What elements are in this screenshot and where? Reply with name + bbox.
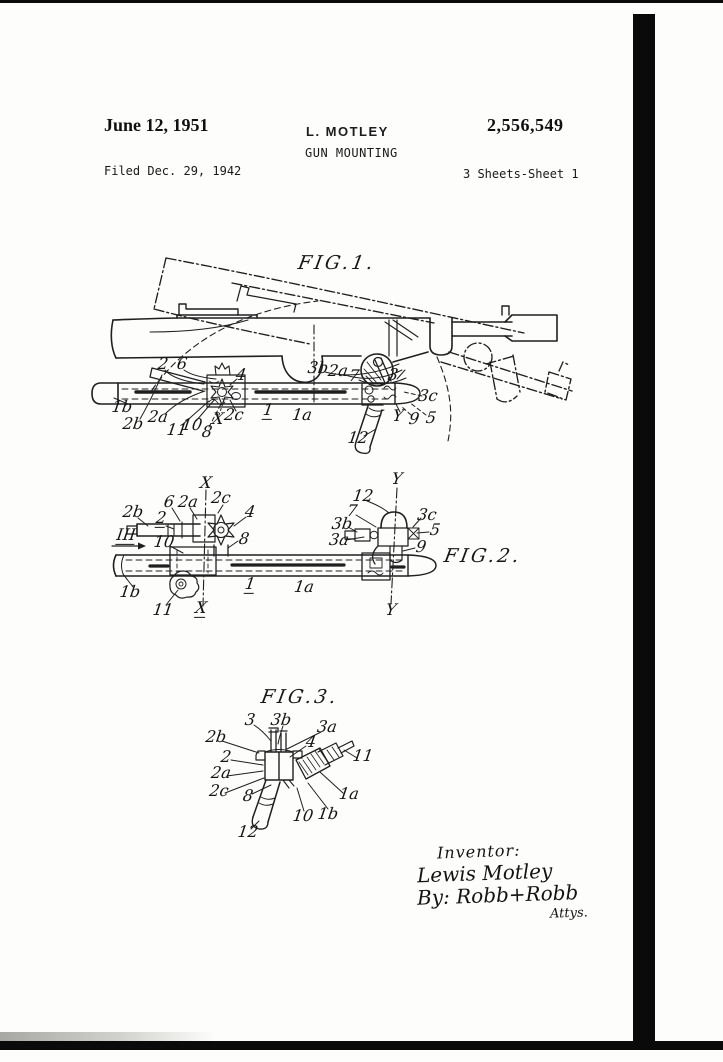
ref-label-fig1-3c: 3c — [417, 386, 439, 406]
ref-label-fig2-12: 12 — [351, 486, 375, 506]
ref-label-fig1-3b: 3b — [306, 358, 330, 378]
ref-label-fig2-2: 2 — [154, 507, 168, 527]
ref-label-fig1-9: 9 — [407, 409, 421, 429]
ref-label-fig1-12: 12 — [346, 428, 370, 448]
scan-edge-top — [0, 0, 723, 3]
ref-label-fig2-5: 5 — [428, 520, 442, 540]
ref-label-fig1-5: 5 — [424, 408, 438, 428]
ref-label-fig2-X: X — [199, 473, 214, 493]
inventor-role-label: Inventor: — [436, 840, 521, 863]
ref-label-fig2-III: III — [115, 524, 138, 544]
ref-label-fig2-2c: 2c — [210, 488, 232, 508]
ref-label-fig2-7: 7 — [345, 501, 359, 521]
attorney-suffix-label: Attys. — [549, 905, 589, 922]
ref-label-fig1-2c: 2c — [223, 405, 245, 425]
ref-label-fig3-8: 8 — [241, 786, 255, 806]
ref-label-fig2-1b: 1b — [118, 582, 142, 602]
ref-label-fig1-11: 11 — [165, 420, 189, 440]
ref-label-fig3-10: 10 — [291, 806, 315, 826]
ref-label-fig3-1a: 1a — [337, 784, 361, 804]
ref-label-fig1-6: 6 — [175, 354, 189, 374]
ref-label-fig1-4: 4 — [234, 365, 248, 385]
sheet-info: 3 Sheets-Sheet 1 — [463, 167, 579, 181]
ref-label-fig2-Y: Y — [390, 469, 404, 489]
ref-label-fig3-3: 3 — [243, 710, 257, 730]
fig1-title: FIG.1. — [296, 252, 378, 274]
ref-label-fig2-1a: 1a — [292, 577, 316, 597]
ref-label-fig3-4: 4 — [304, 732, 318, 752]
ref-label-fig2-3c: 3c — [416, 505, 438, 525]
ref-label-fig1-3: 3 — [386, 365, 400, 385]
ref-label-fig3-2: 2 — [219, 747, 233, 767]
ref-label-fig2-3b: 3b — [330, 514, 354, 534]
ref-label-fig3-2b: 2b — [204, 727, 228, 747]
ref-label-fig1-2b: 2b — [121, 414, 145, 434]
invention-title: GUN MOUNTING — [305, 146, 398, 160]
ref-label-fig2-8: 8 — [237, 529, 251, 549]
attorney-signature: By: Robb+Robb — [416, 880, 579, 910]
inventor-signature: Lewis Motley — [416, 858, 553, 888]
fig3-title: FIG.3. — [259, 686, 341, 708]
ref-label-fig1-X: X — [211, 409, 226, 429]
ref-label-fig2-10: 10 — [152, 532, 176, 552]
ref-label-fig3-2c: 2c — [208, 781, 230, 801]
patent-date: June 12, 1951 — [104, 115, 209, 135]
ref-label-fig1-1: 1 — [261, 399, 275, 419]
ref-label-fig1-2: 2 — [156, 354, 170, 374]
ref-label-fig2-11: 11 — [151, 600, 175, 620]
ref-label-fig2-X: X — [194, 597, 209, 617]
inventor-name-header: L. MOTLEY — [306, 124, 389, 139]
ref-label-fig3-11: 11 — [351, 746, 375, 766]
ref-label-fig1-2a: 2a — [146, 407, 170, 427]
ref-label-fig2-2a: 2a — [176, 492, 200, 512]
ref-label-fig1-10: 10 — [180, 415, 204, 435]
ref-label-fig1-1b: 1b — [110, 397, 134, 417]
scan-bar-right — [633, 14, 655, 1048]
ref-label-fig1-2a: 2a — [326, 361, 350, 381]
fig2-title: FIG.2. — [442, 545, 524, 567]
ref-label-fig2-3a: 3a — [327, 530, 351, 550]
ref-label-fig2-9: 9 — [414, 537, 428, 557]
ref-label-fig2-6: 6 — [162, 492, 176, 512]
scan-smudge-bottom — [0, 1032, 215, 1041]
ref-label-fig1-Y: Y — [391, 406, 405, 426]
ref-label-fig3-3b: 3b — [269, 710, 293, 730]
ref-label-fig2-Y: Y — [384, 600, 398, 620]
ref-label-fig3-1b: 1b — [316, 804, 340, 824]
ref-label-fig3-12: 12 — [236, 822, 260, 842]
ref-label-fig1-1a: 1a — [290, 405, 314, 425]
ref-label-fig2-4: 4 — [243, 502, 257, 522]
ref-label-fig1-8: 8 — [200, 422, 214, 442]
filed-date: Filed Dec. 29, 1942 — [104, 164, 242, 178]
patent-number: 2,556,549 — [487, 115, 564, 135]
ref-label-fig2-2b: 2b — [121, 502, 145, 522]
ref-label-fig3-2a: 2a — [209, 763, 233, 783]
ref-label-fig3-3a: 3a — [315, 717, 339, 737]
ref-label-fig1-7: 7 — [347, 366, 361, 386]
ref-label-fig2-1: 1 — [243, 573, 257, 593]
scan-bar-bottom — [0, 1041, 723, 1050]
